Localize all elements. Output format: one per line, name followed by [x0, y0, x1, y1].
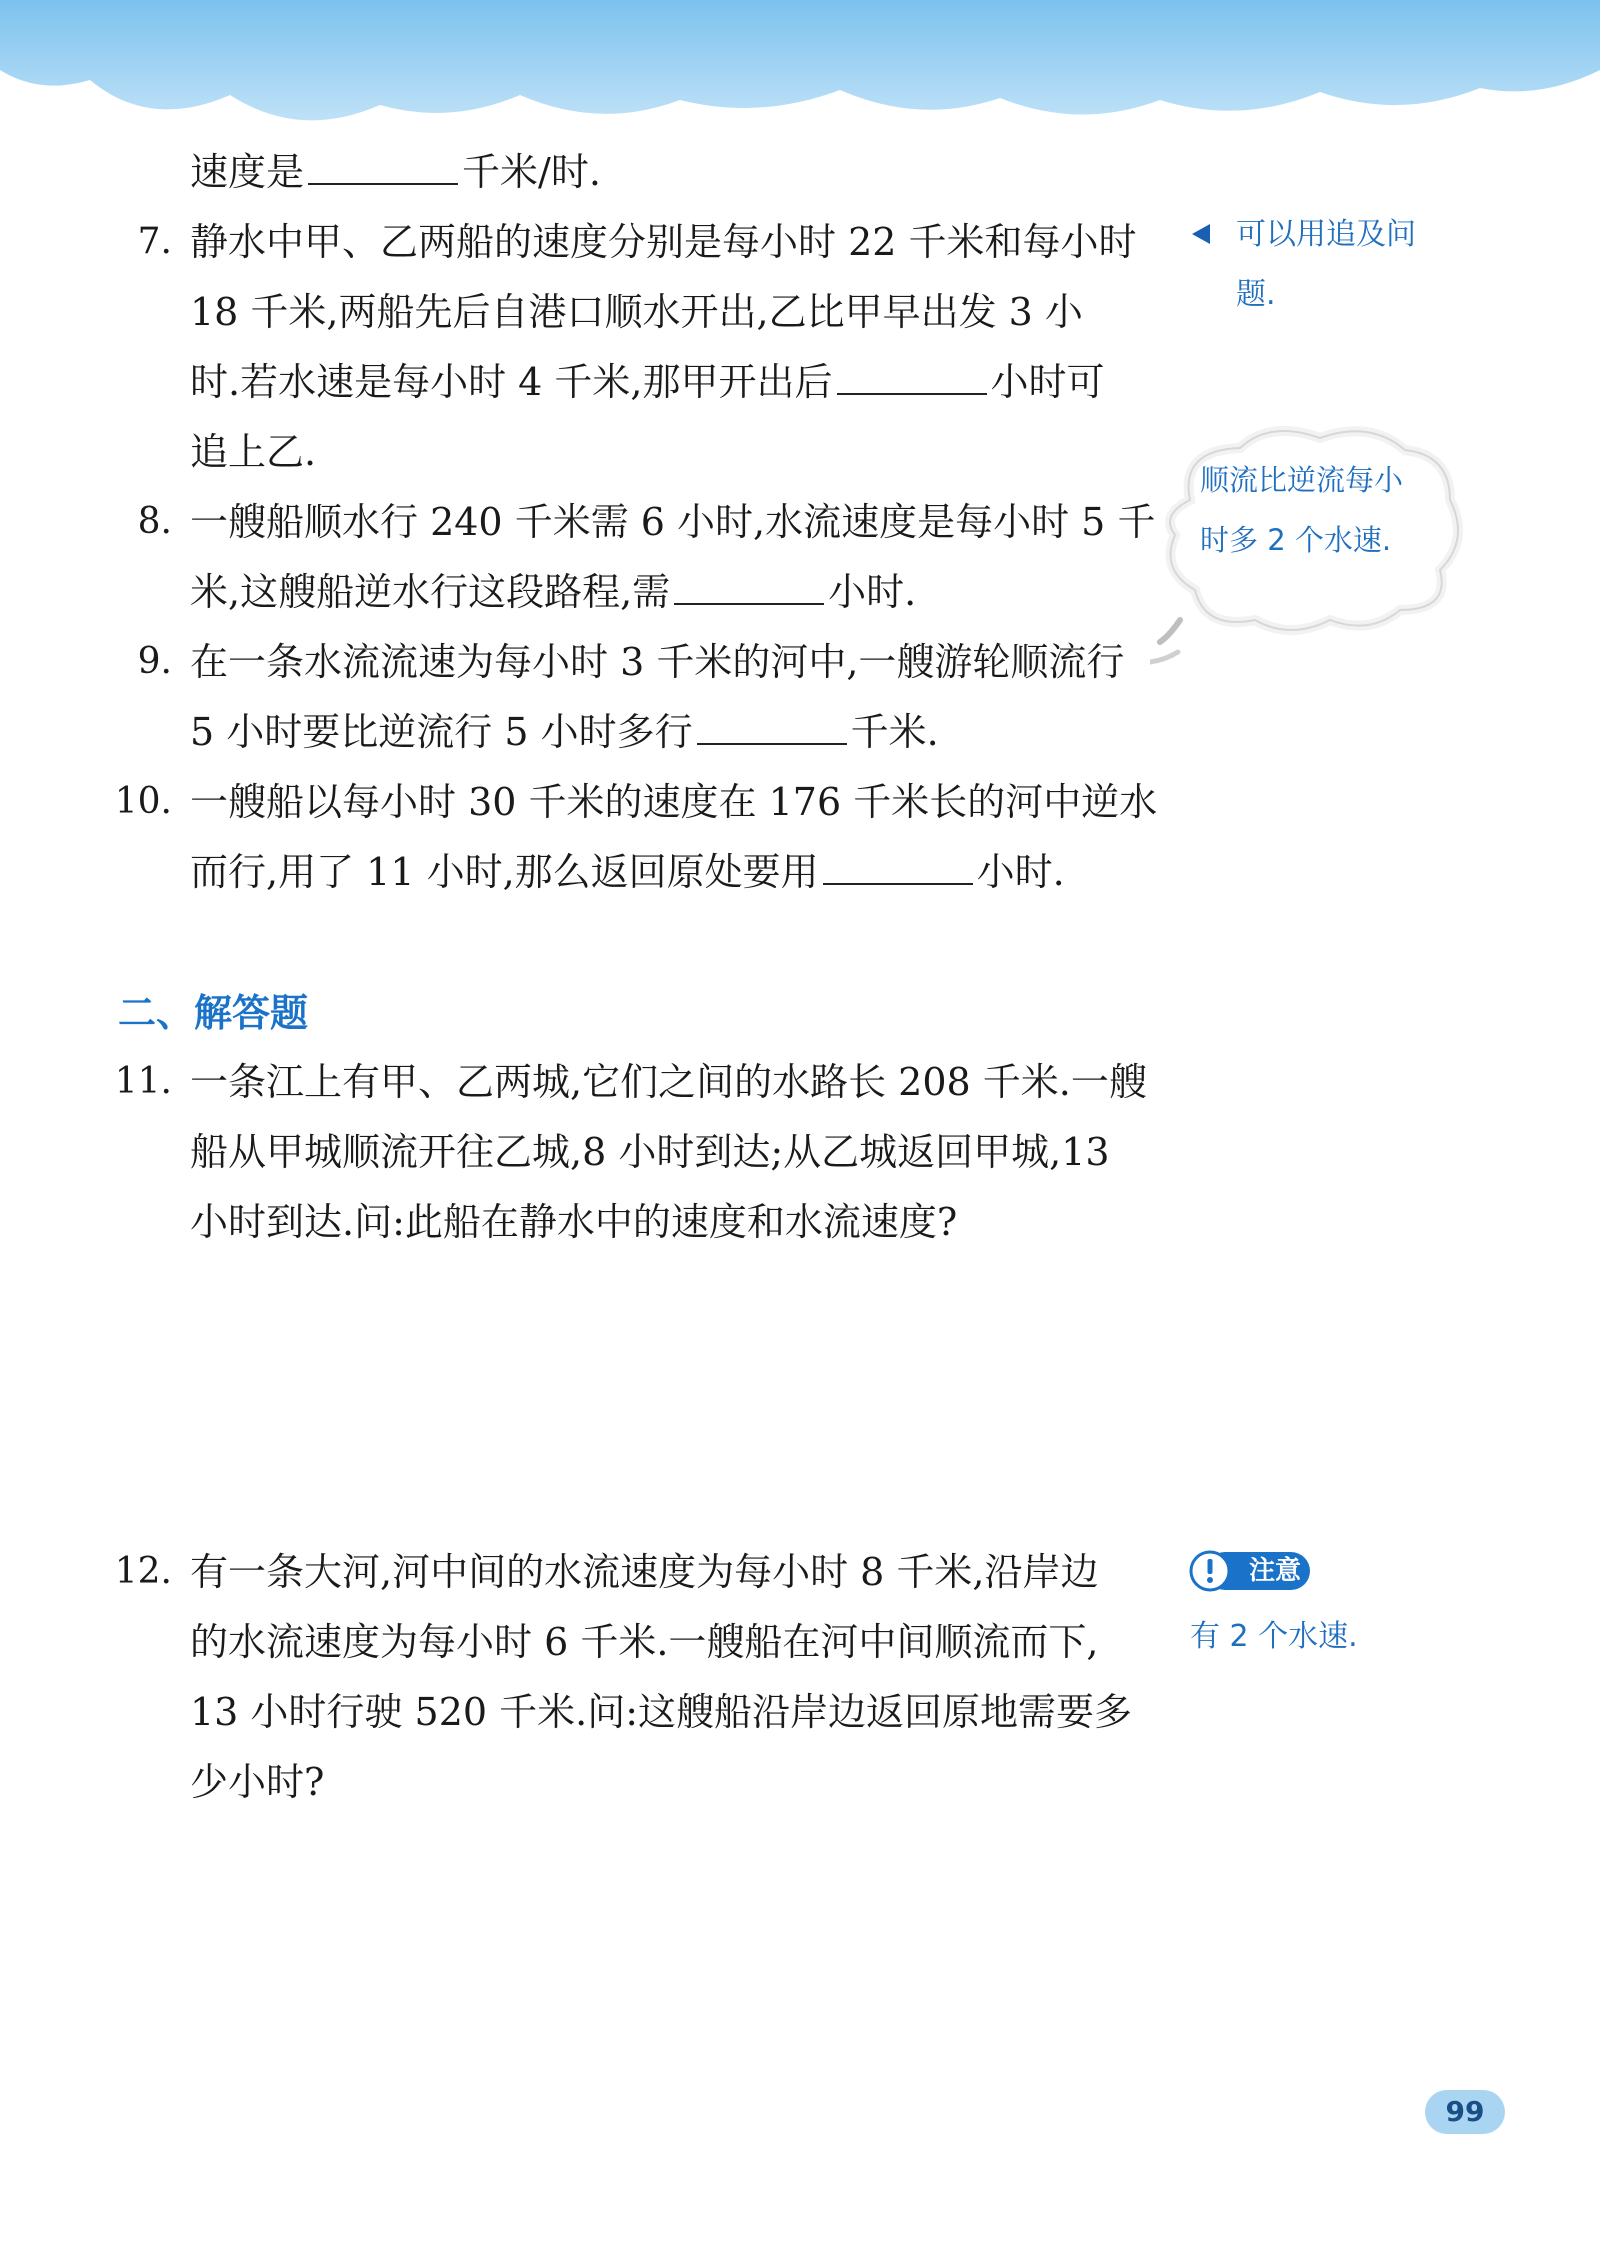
q10-line-2: [190, 848, 1065, 896]
q9-text-after: 千米.: [850, 710, 939, 754]
section-title: 二、解答题: [118, 991, 309, 1035]
q11-line-1: 一条江上有甲、乙两城,它们之间的水路长 208 千米.一艘: [190, 1060, 1147, 1104]
attention-note: 有 2 个水速.: [1190, 1619, 1358, 1654]
triangle-marker-icon: [1190, 222, 1212, 246]
cloud-line-2: 时多 2 个水速.: [1200, 523, 1392, 557]
q11-line-3: 小时到达.问:此船在静水中的速度和水流速度?: [190, 1200, 958, 1244]
question-number: 12.: [114, 1551, 172, 1592]
q9-line-1: 在一条水流流速为每小时 3 千米的河中,一艘游轮顺流行: [190, 640, 1125, 684]
tip-line-1: 可以用追及问: [1236, 217, 1416, 252]
q7-line-4: 追上乙.: [190, 430, 317, 474]
q10-text-before: 而行,用了 11 小时,那么返回原处要用: [190, 850, 819, 894]
page-number: 99: [1425, 2090, 1505, 2134]
q7-text-after: 小时可: [990, 360, 1105, 404]
q12-line-3: 13 小时行驶 520 千米.问:这艘船沿岸边返回原地需要多: [190, 1690, 1133, 1734]
question-number: 9.: [137, 641, 172, 682]
question-number: 8.: [137, 501, 172, 542]
answer-blank[interactable]: [674, 569, 824, 605]
answer-blank[interactable]: [697, 709, 847, 745]
q7-line-3: [190, 358, 1105, 406]
q12-line-1: 有一条大河,河中间的水流速度为每小时 8 千米,沿岸边: [190, 1550, 1099, 1594]
q6-text-after: 千米/时.: [462, 150, 601, 194]
q7-line-2: 18 千米,两船先后自港口顺水开出,乙比甲早出发 3 小: [190, 290, 1083, 334]
q6-tail-line: [190, 148, 601, 196]
question-number: 11.: [114, 1061, 172, 1102]
answer-blank[interactable]: [823, 849, 973, 885]
answer-blank[interactable]: [308, 149, 458, 185]
question-number: 7.: [137, 221, 172, 262]
sky-cloud-header: [0, 0, 1600, 150]
q8-line-1: 一艘船顺水行 240 千米需 6 小时,水流速度是每小时 5 千: [190, 500, 1156, 544]
tip-line-2: 题.: [1236, 277, 1276, 312]
attention-badge-label: 注意: [1248, 1556, 1301, 1586]
q9-text-before: 5 小时要比逆流行 5 小时多行: [190, 710, 693, 754]
q11-line-2: 船从甲城顺流开往乙城,8 小时到达;从乙城返回甲城,13: [190, 1130, 1110, 1174]
q12-line-2: 的水流速度为每小时 6 千米.一艘船在河中间顺流而下,: [190, 1620, 1099, 1664]
q10-line-1: 一艘船以每小时 30 千米的速度在 176 千米长的河中逆水: [190, 780, 1158, 824]
answer-blank[interactable]: [837, 359, 987, 395]
q7-text-before: 时.若水速是每小时 4 千米,那甲开出后: [190, 360, 833, 404]
q10-text-after: 小时.: [976, 850, 1065, 894]
q8-line-2: [190, 568, 916, 616]
q6-text-before: 速度是: [190, 150, 305, 194]
question-number: 10.: [114, 781, 172, 822]
q8-text-before: 米,这艘船逆水行这段路程,需: [190, 570, 671, 614]
q7-line-1: 静水中甲、乙两船的速度分别是每小时 22 千米和每小时: [190, 220, 1137, 264]
q8-text-after: 小时.: [828, 570, 917, 614]
cloud-line-1: 顺流比逆流每小: [1200, 463, 1404, 497]
q9-line-2: [190, 708, 939, 756]
q12-line-4: 少小时?: [190, 1760, 325, 1804]
